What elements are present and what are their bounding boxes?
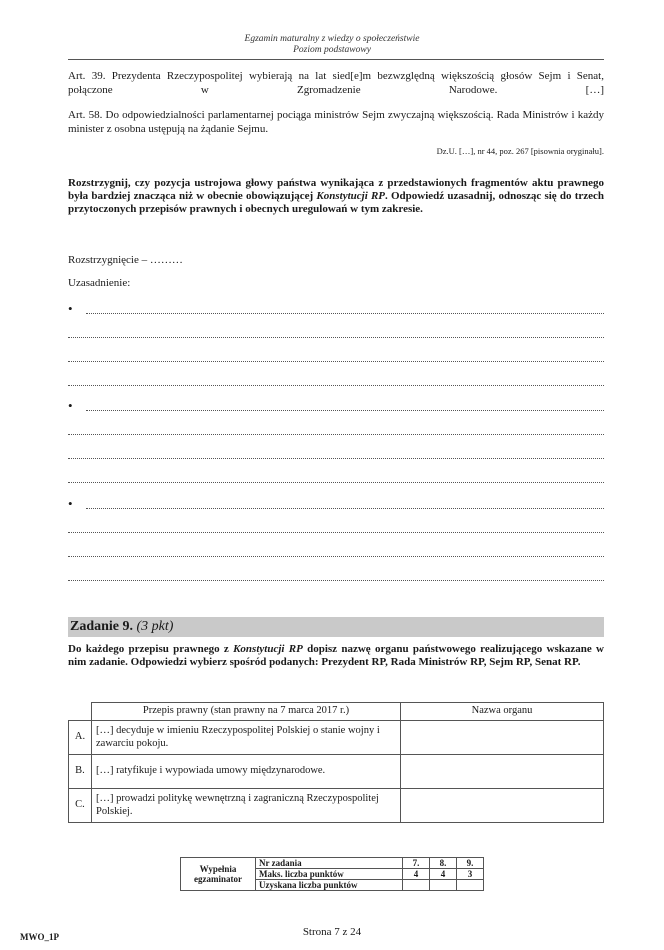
row-answer-cell[interactable] [401,755,604,789]
score-obtained-cell[interactable] [403,880,430,891]
row-provision: […] prowadzi politykę wewnętrzną i zagraniczną Rzeczypospolitej Polskiej. [92,789,401,823]
header-level: Poziom podstawowy [293,45,371,55]
article-39: Art. 39. Prezydenta Rzeczypospolitej wybierają na lat sied[e]m bezwzględną większością głosów Sejm i Senat, połączone w Zgromadzenie Narodowe. […] [68,70,604,96]
answer-line[interactable] [68,532,604,533]
table-corner [69,703,92,721]
score-row-tasks [181,858,484,869]
header-rule [68,59,604,60]
filled-by-label: Wypełnia egzaminator [181,858,256,891]
source-citation: Dz.U. […], nr 44, poz. 267 [pisownia oryginału]. [436,146,604,156]
answer-line[interactable] [68,434,604,435]
score-max-value: 4 [403,869,430,880]
row-provision: […] ratyfikuje i wypowiada umowy międzynarodowe. [92,755,401,789]
answer-line[interactable] [68,337,604,338]
score-max-label: Maks. liczba punktów [256,869,403,880]
answer-line[interactable] [68,361,604,362]
row-answer-cell[interactable] [401,721,604,755]
bullet-3: • [68,496,73,511]
score-obtained-cell[interactable] [430,880,457,891]
table-header-row [69,703,604,721]
score-max-value: 3 [457,869,484,880]
task9-number: Zadanie 9. [70,619,134,634]
header-organ: Nazwa organu [401,703,604,721]
table-row [69,789,604,823]
score-task-label: Nr zadania [256,858,403,869]
score-max-value: 4 [430,869,457,880]
row-answer-cell[interactable] [401,789,604,823]
score-obtained-label: Uzyskana liczba punktów [256,880,403,891]
bullet-1: • [68,301,73,316]
score-task-number: 7. [403,858,430,869]
answer-line[interactable] [68,580,604,581]
answer-line[interactable] [86,313,604,314]
task9-title [70,619,173,635]
task8-instruction-part2: . Odpowiedź uzasadnij, odnosząc się do trzech przytoczonych przepisów prawnych i obecnych uregulowań w tym zakresie. [68,190,604,215]
task9-answer-table [68,702,604,823]
answer-line[interactable] [68,458,604,459]
task8-instruction-part1: Rozstrzygnij, czy pozycja ustrojowa głowy państwa wynikająca z przedstawionych fragmentów aktu prawnego była bardziej znacząca niż w obecnie obowiązującej [68,177,604,202]
row-provision: […] decyduje w imieniu Rzeczypospolitej Polskiej o stanie wojny i zawarciu pokoju. [92,721,401,755]
task9-instruction-part2: dopisz nazwę organu państwowego realizującego wskazane w nim zadanie. Odpowiedzi wybierz spośród podanych: Prezydent RP, Rada Ministrów RP, Sejm RP, Senat RP. [68,643,604,668]
header-exam-title: Egzamin maturalny z wiedzy o społeczeństwie [244,34,420,44]
answer-line[interactable] [86,410,604,411]
page-header [0,34,664,56]
score-task-number: 9. [457,858,484,869]
answer-line[interactable] [68,385,604,386]
answer-line[interactable] [68,556,604,557]
table-row [69,755,604,789]
article-58: Art. 58. Do odpowiedzialności parlamentarnej pociąga ministrów Sejm zwyczajną większością. Rada Ministrów i każdy minister z osobna ustępują na żądanie Sejmu. [68,109,604,135]
task9-instruction-part1: Do każdego przepisu prawnego z [68,643,229,655]
answer-line[interactable] [68,482,604,483]
answer-line[interactable] [86,508,604,509]
task9-points: (3 pkt) [136,619,174,634]
score-obtained-cell[interactable] [457,880,484,891]
header-provision: Przepis prawny (stan prawny na 7 marca 2017 r.) [92,703,401,721]
row-letter: A. [69,721,92,755]
task8-instruction [68,177,604,216]
task9-instruction [68,643,604,669]
decision-label: Rozstrzygnięcie – ……… [68,254,183,266]
justification-label: Uzasadnienie: [68,277,131,289]
task8-instruction-italic: Konstytucji RP [316,190,386,202]
score-table [180,857,484,891]
table-row [69,721,604,755]
task9-instruction-italic: Konstytucji RP [233,643,303,655]
row-letter: B. [69,755,92,789]
exam-code: MWO_1P [20,932,59,942]
score-task-number: 8. [430,858,457,869]
page-number: Strona 7 z 24 [302,926,362,938]
bullet-2: • [68,398,73,413]
row-letter: C. [69,789,92,823]
